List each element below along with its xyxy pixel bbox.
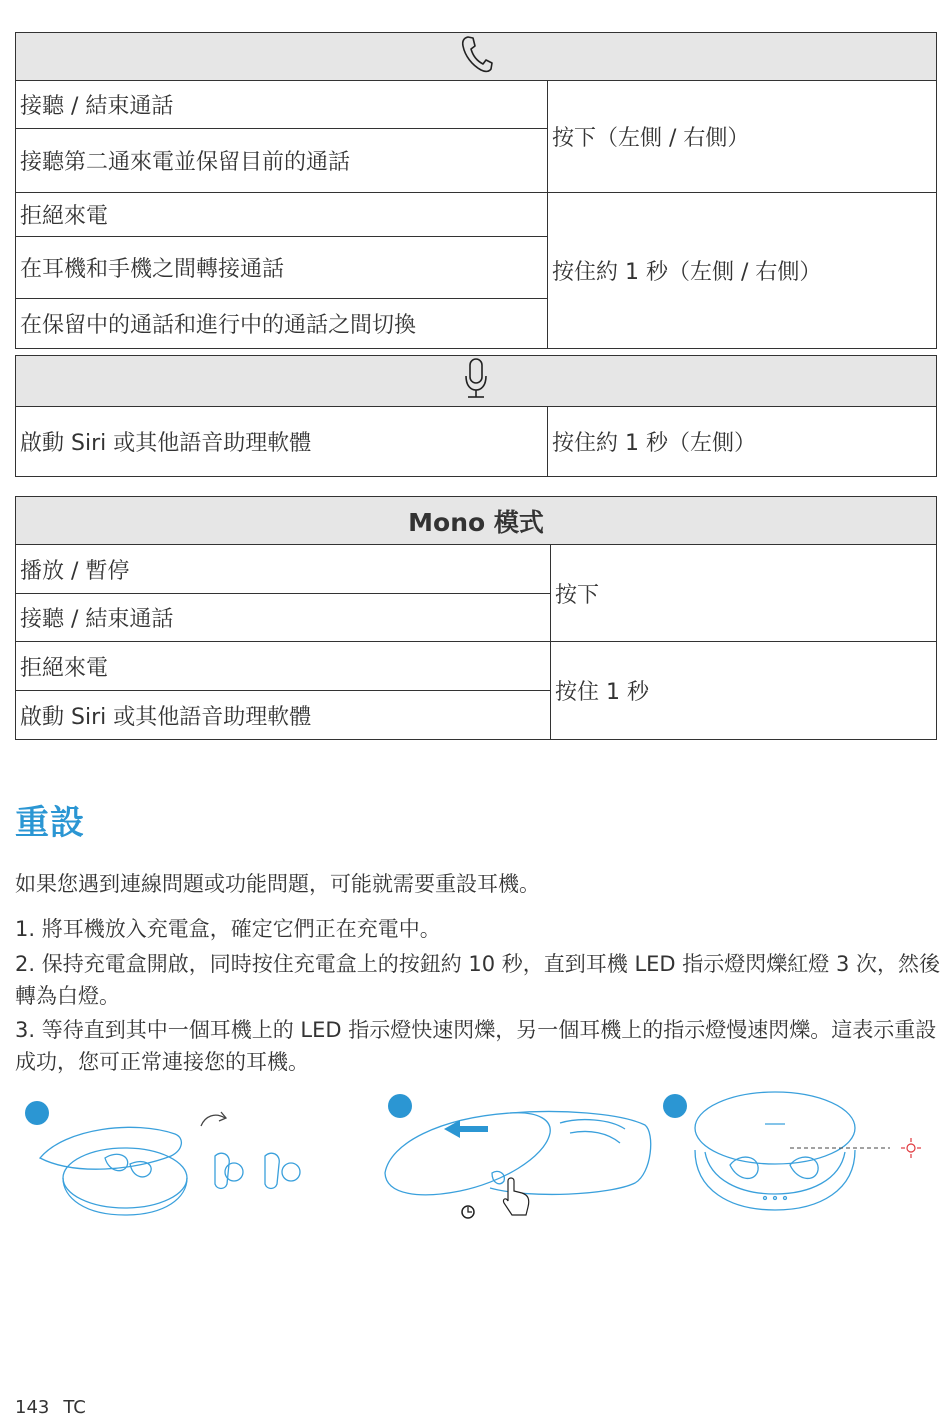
table-row: 接聽 / 結束通話 (16, 594, 551, 642)
control-cell: 按下 (551, 545, 937, 642)
microphone-icon (463, 381, 489, 406)
mono-table-header (16, 497, 937, 545)
control-cell: 按下（左側 / 右側） (548, 81, 937, 193)
table-row: 在耳機和手機之間轉接通話 (16, 237, 548, 299)
voice-table (15, 355, 937, 477)
led-flash-illustration (690, 1090, 930, 1220)
table-row: 接聽 / 結束通話 (16, 81, 548, 129)
section-heading: 重設 (15, 803, 85, 843)
calls-table (15, 32, 937, 349)
table-row: 在保留中的通話和進行中的通話之間切換 (16, 299, 548, 349)
voice-table-header (16, 356, 937, 407)
intro-paragraph: 如果您遇到連線問題或功能問題，可能就需要重設耳機。 (15, 872, 540, 896)
calls-table-header (16, 33, 937, 81)
earbuds-into-case-illustration (35, 1098, 315, 1223)
table-row: 播放 / 暫停 (16, 545, 551, 594)
control-cell: 按住約 1 秒（左側） (548, 407, 937, 477)
reset-illustrations (15, 1088, 936, 1228)
mono-table-title: Mono 模式 (408, 507, 544, 537)
table-row: 接聽第二通來電並保留目前的通話 (16, 129, 548, 193)
press-button-illustration (380, 1103, 660, 1228)
table-row: 拒絕來電 (16, 642, 551, 691)
table-row: 啟動 Siri 或其他語音助理軟體 (16, 691, 551, 740)
step-marker-3 (663, 1094, 687, 1118)
step-3: 3. 等待直到其中一個耳機上的 LED 指示燈快速閃爍，另一個耳機上的指示燈慢速閃爍。這表示重設成功，您可正常連接您的耳機。 (15, 1018, 937, 1074)
step-1: 1. 將耳機放入充電盒，確定它們正在充電中。 (15, 917, 441, 941)
page-number: 143 (15, 1397, 50, 1418)
table-row: 拒絕來電 (16, 193, 548, 237)
page-footer (15, 1397, 100, 1418)
mono-table (15, 496, 937, 740)
language-code: TC (63, 1397, 86, 1418)
control-cell: 按住 1 秒 (551, 642, 937, 740)
table-row: 啟動 Siri 或其他語音助理軟體 (16, 407, 548, 477)
control-cell: 按住約 1 秒（左側 / 右側） (548, 193, 937, 349)
step-2: 2. 保持充電盒開啟，同時按住充電盒上的按鈕約 10 秒，直到耳機 LED 指示燈閃爍紅燈 3 次，然後轉為白燈。 (15, 952, 940, 1008)
phone-icon (459, 55, 493, 80)
